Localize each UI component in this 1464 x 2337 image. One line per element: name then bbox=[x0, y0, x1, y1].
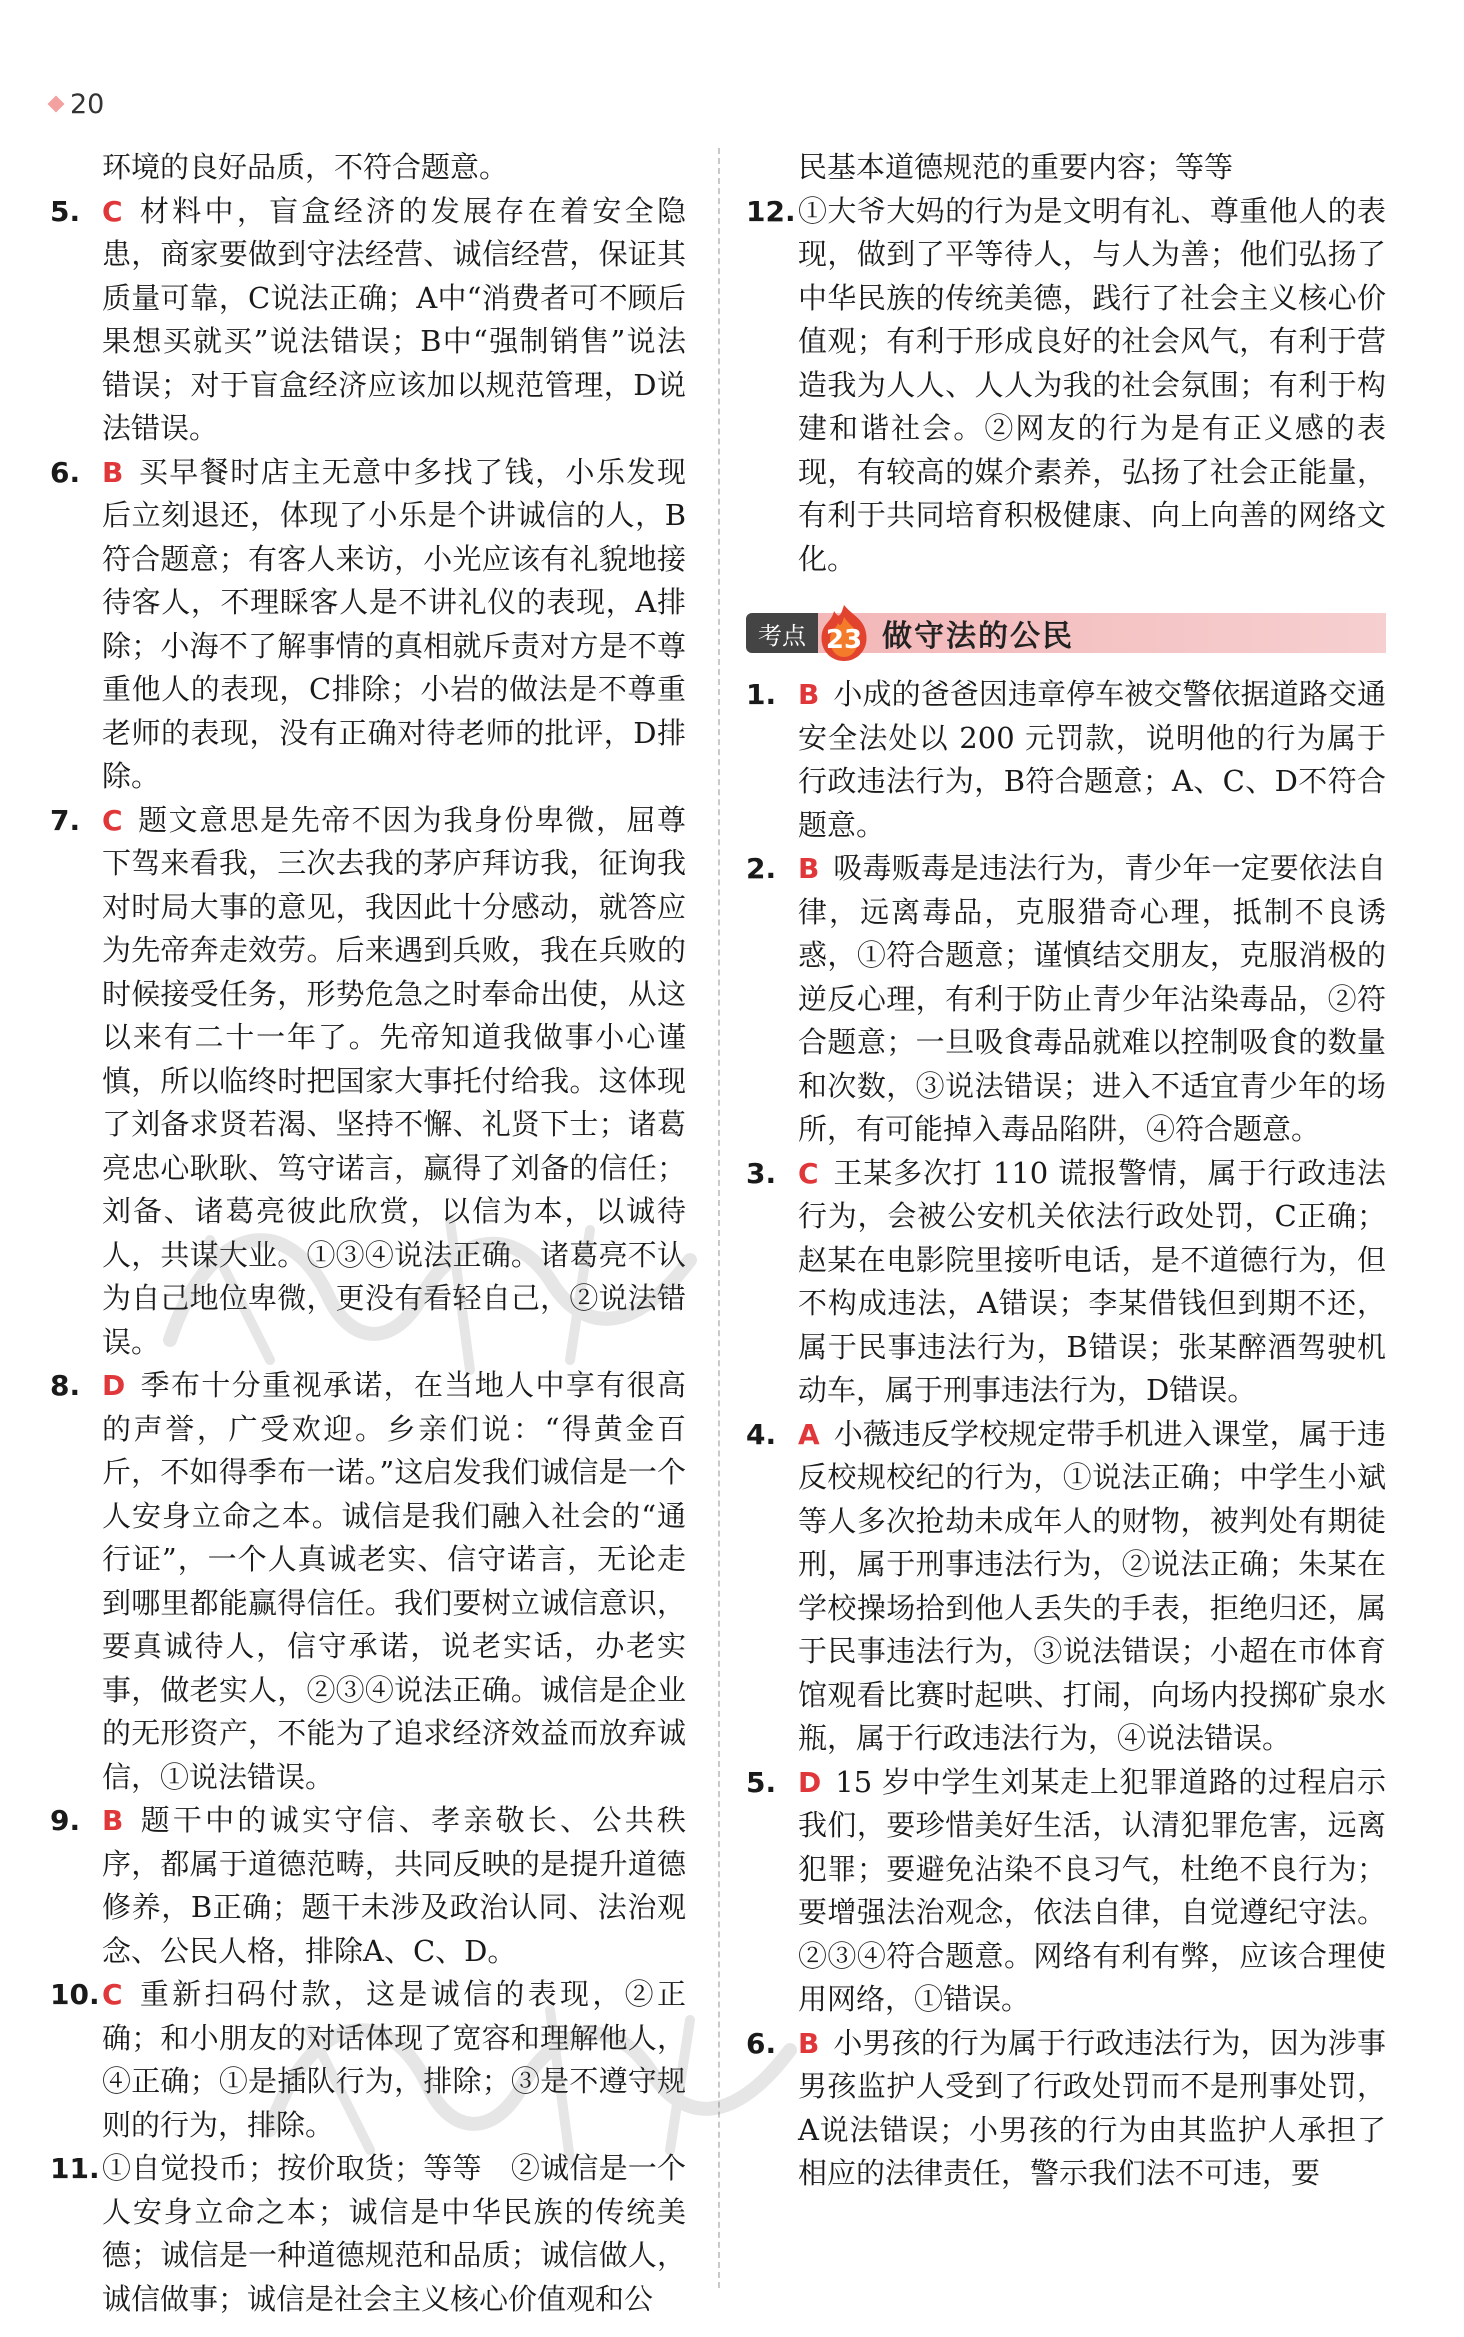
answer-text: 小男孩的行为属于行政违法行为，因为涉事男孩监护人受到了行政处罚而不是刑事处罚，A说法错误；小男孩的行为由其监护人承担了相应的法律责任，警示我们法不可违，要 bbox=[798, 2025, 1386, 2190]
item-number: 5. bbox=[50, 194, 81, 228]
item-number: 4. bbox=[746, 1417, 777, 1451]
answer-item bbox=[50, 1973, 686, 2147]
answer-letter: B bbox=[798, 2026, 820, 2060]
right-column bbox=[746, 146, 1386, 2196]
answer-text: 民基本道德规范的重要内容；等等 bbox=[798, 150, 1234, 184]
section-tag: 考点 bbox=[746, 613, 818, 653]
answer-text: 环境的良好品质，不符合题意。 bbox=[102, 150, 509, 184]
answer-item bbox=[50, 1364, 686, 1799]
answer-text: 小成的爸爸因违章停车被交警依据道路交通安全法处以 200 元罚款，说明他的行为属于行政违法行为，B符合题意；A、C、D不符合题意。 bbox=[798, 677, 1386, 842]
answer-text: 买早餐时店主无意中多找了钱，小乐发现后立刻退还，体现了小乐是个讲诚信的人，B符合题意；有客人来访，小光应该有礼貌地接待客人，不理睬客人是不讲礼仪的表现，A排除；小海不了解事情的真相就斥责对方是不尊重他人的表现，C排除；小岩的做法是不尊重老师的表现，没有正确对待老师的批评，D排除。 bbox=[102, 454, 686, 793]
item-number: 5. bbox=[746, 1765, 777, 1799]
answer-letter: C bbox=[102, 803, 123, 837]
answer-text: 王某多次打 110 谎报警情，属于行政违法行为，会被公安机关依法行政处罚，C正确；赵某在电影院里接听电话，是不道德行为，但不构成违法，A错误；李某借钱但到期不还，属于民事违法行为，B错误；张某醉酒驾驶机动车，属于刑事违法行为，D错误。 bbox=[798, 1155, 1386, 1407]
page-number-text: 20 bbox=[70, 88, 105, 120]
answer-text: ①大爷大妈的行为是文明有礼、尊重他人的表现，做到了平等待人，与人为善；他们弘扬了中华民族的传统美德，践行了社会主义核心价值观；有利于形成良好的社会风气，有利于营造我为人人、人人为我的社会氛围；有利于构建和谐社会。②网友的行为是有正义感的表现，有较高的媒介素养，弘扬了社会正能量，有利于共同培育积极健康、向上向善的网络文化。 bbox=[798, 193, 1386, 576]
answer-item bbox=[50, 799, 686, 1365]
answer-letter: D bbox=[798, 1765, 822, 1799]
answer-item bbox=[746, 1413, 1386, 1761]
item-number: 3. bbox=[746, 1156, 777, 1190]
item-number: 8. bbox=[50, 1369, 81, 1402]
answer-letter: C bbox=[102, 194, 123, 228]
answer-text: 15 岁中学生刘某走上犯罪道路的过程启示我们，要珍惜美好生活，认清犯罪危害，远离犯罪；要避免沾染不良习气，杜绝不良行为；要增强法治观念，依法自律，自觉遵纪守法。②③④符合题意。网络有利有弊，应该合理使用网络，①错误。 bbox=[798, 1764, 1386, 2016]
answer-text: 重新扫码付款，这是诚信的表现，②正确；和小朋友的对话体现了宽容和理解他人，④正确；①是插队行为，排除；③是不遵守规则的行为，排除。 bbox=[102, 1977, 686, 2142]
answer-letter: B bbox=[102, 1804, 124, 1837]
answer-item bbox=[746, 1152, 1386, 1413]
answer-letter: B bbox=[102, 455, 124, 489]
answer-text: ①自觉投币；按价取货；等等 ②诚信是一个人安身立命之本；诚信是中华民族的传统美德；诚信是一种道德规范和品质；诚信做人，诚信做事；诚信是社会主义核心价值观和公 bbox=[102, 2151, 686, 2316]
diamond-icon bbox=[48, 96, 65, 113]
answer-item bbox=[50, 451, 686, 799]
answer-item bbox=[50, 190, 686, 451]
flame-number-icon bbox=[812, 603, 876, 663]
answer-item bbox=[746, 847, 1386, 1152]
answer-item bbox=[50, 2147, 686, 2321]
answer-item bbox=[746, 673, 1386, 847]
answer-item bbox=[50, 1799, 686, 1973]
answer-text: 季布十分重视承诺，在当地人中享有很高的声誉，广受欢迎。乡亲们说：“得黄金百斤，不如得季布一诺。”这启发我们诚信是一个人安身立命之本。诚信是我们融入社会的“通行证”，一个人真诚老实、信守诺言，无论走到哪里都能赢得信任。我们要树立诚信意识，要真诚待人，信守承诺，说老实话，办老实事，做老实人，②③④说法正确。诚信是企业的无形资产，不能为了追求经济效益而放弃诚信，①说法错误。 bbox=[102, 1368, 686, 1794]
answer-text: 小薇违反学校规定带手机进入课堂，属于违反校规校纪的行为，①说法正确；中学生小斌等人多次抢劫未成年人的财物，被判处有期徒刑，属于刑事违法行为，②说法正确；朱某在学校操场拾到他人丢失的手表，拒绝归还，属于民事违法行为，③说法错误；小超在市体育馆观看比赛时起哄、打闹，向场内投掷矿泉水瓶，属于行政违法行为，④说法错误。 bbox=[798, 1416, 1386, 1755]
answer-letter: D bbox=[102, 1369, 126, 1402]
answer-text: 材料中，盲盒经济的发展存在着安全隐患，商家要做到守法经营、诚信经营，保证其质量可靠，C说法正确；A中“消费者可不顾后果想买就买”说法错误；B中“强制销售”说法错误；对于盲盒经济应该加以规范管理，D说法错误。 bbox=[102, 193, 686, 445]
page-number bbox=[50, 86, 104, 122]
answer-item bbox=[50, 146, 686, 190]
item-number: 10. bbox=[50, 1978, 100, 2011]
section-header bbox=[746, 603, 1386, 663]
answer-text: 题文意思是先帝不因为我身份卑微，屈尊下驾来看我，三次去我的茅庐拜访我，征询我对时局大事的意见，我因此十分感动，就答应为先帝奔走效劳。后来遇到兵败，我在兵败的时候接受任务，形势危急之时奉命出使，从这以来有二十一年了。先帝知道我做事小心谨慎，所以临终时把国家大事托付给我。这体现了刘备求贤若渴、坚持不懈、礼贤下士；诸葛亮忠心耿耿、笃守诺言，赢得了刘备的信任；刘备、诸葛亮彼此欣赏，以信为本，以诚待人，共谋大业。①③④说法正确。诸葛亮不认为自己地位卑微，更没有看轻自己，②说法错误。 bbox=[102, 802, 686, 1359]
item-number: 1. bbox=[746, 678, 777, 711]
answer-letter: B bbox=[798, 678, 820, 711]
answer-item bbox=[746, 146, 1386, 190]
item-number: 7. bbox=[50, 803, 81, 837]
answer-letter: B bbox=[798, 852, 820, 885]
item-number: 11. bbox=[50, 2152, 100, 2185]
answer-item bbox=[746, 2022, 1386, 2196]
item-number: 6. bbox=[50, 455, 81, 489]
column-divider bbox=[718, 148, 720, 2288]
answer-letter: C bbox=[798, 1156, 819, 1190]
answer-item bbox=[746, 190, 1386, 582]
item-number: 6. bbox=[746, 2026, 777, 2060]
answer-letter: A bbox=[798, 1417, 820, 1451]
section-title: 做守法的公民 bbox=[882, 619, 1074, 654]
section-number: 23 bbox=[825, 625, 863, 655]
answer-letter: C bbox=[102, 1978, 123, 2011]
item-number: 12. bbox=[746, 194, 796, 228]
item-number: 9. bbox=[50, 1804, 81, 1837]
item-number: 2. bbox=[746, 852, 777, 885]
answer-text: 吸毒贩毒是违法行为，青少年一定要依法自律，远离毒品，克服猎奇心理，抵制不良诱惑，①符合题意；谨慎结交朋友，克服消极的逆反心理，有利于防止青少年沾染毒品，②符合题意；一旦吸食毒品就难以控制吸食的数量和次数，③说法错误；进入不适宜青少年的场所，有可能掉入毒品陷阱，④符合题意。 bbox=[798, 851, 1386, 1146]
answer-item bbox=[746, 1761, 1386, 2022]
answer-text: 题干中的诚实守信、孝亲敬长、公共秩序，都属于道德范畴，共同反映的是提升道德修养，B正确；题干未涉及政治认同、法治观念、公民人格，排除A、C、D。 bbox=[102, 1803, 686, 1968]
left-column bbox=[50, 146, 686, 2321]
